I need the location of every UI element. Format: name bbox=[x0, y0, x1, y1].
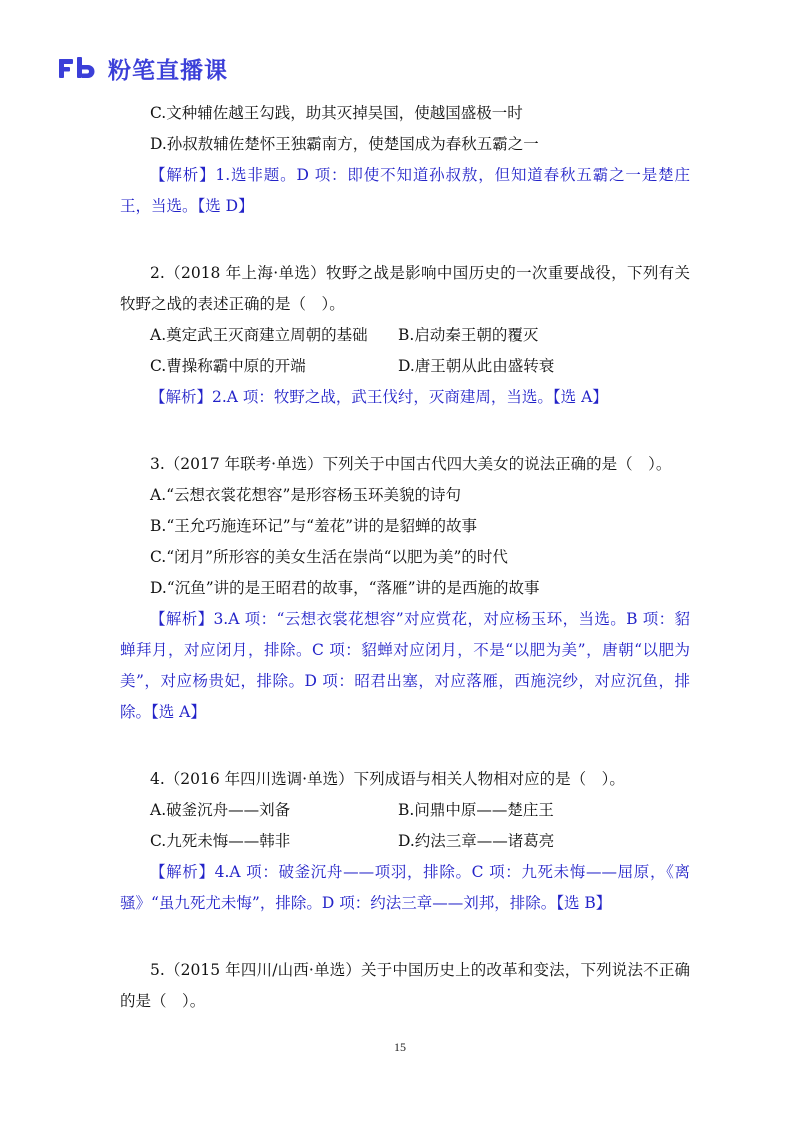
q2-option-c: C.曹操称霸中原的开端 bbox=[150, 357, 306, 375]
q4-option-a: A.破釜沉舟——刘备 bbox=[150, 801, 291, 819]
q4-option-b: B.问鼎中原——楚庄王 bbox=[398, 801, 554, 819]
q4-option-c: C.九死未悔——韩非 bbox=[150, 832, 291, 850]
q2-option-a: A.奠定武王灭商建立周朝的基础 bbox=[150, 326, 368, 344]
q1-option-c: C.文种辅佐越王勾践，助其灭掉吴国，使越国盛极一时 bbox=[150, 104, 523, 122]
q3-stem: 3.（2017 年联考·单选）下列关于中国古代四大美女的说法正确的是（ ）。 bbox=[150, 455, 672, 473]
document-body bbox=[120, 98, 690, 1017]
brand-name: 粉笔直播课 bbox=[108, 57, 228, 84]
q4-stem: 4.（2016 年四川选调·单选）下列成语与相关人物相对应的是（ ）。 bbox=[150, 770, 625, 788]
q4-options-row-1 bbox=[120, 795, 690, 826]
q3-option-b: B.“王允巧施连环记”与“羞花”讲的是貂蝉的故事 bbox=[150, 517, 478, 535]
q3-option-c: C.“闭月”所形容的美女生活在崇尚“以肥为美”的时代 bbox=[150, 548, 508, 566]
q2-option-d: D.唐王朝从此由盛转衰 bbox=[398, 357, 555, 375]
q2-options-row-1 bbox=[120, 320, 690, 351]
q5-stem: 5.（2015 年四川/山西·单选）关于中国历史上的改革和变法，下列说法不正确的是（ ）。 bbox=[120, 961, 690, 1010]
q3-analysis: 【解析】3.A 项：“云想衣裳花想容”对应赏花，对应杨玉环，当选。B 项：貂蝉拜月，对应闭月，排除。C 项：貂蝉对应闭月，不是“以肥为美”，唐朝“以肥为美”，对应杨贵妃，排除。D 项：昭君出塞，对应落雁，西施浣纱，对应沉鱼，排除。【选 A】 bbox=[120, 610, 690, 721]
q2-option-b: B.启动秦王朝的覆灭 bbox=[398, 326, 539, 344]
fb-logo-icon bbox=[58, 56, 98, 80]
q1-option-d: D.孙叔敖辅佐楚怀王独霸南方，使楚国成为春秋五霸之一 bbox=[150, 135, 539, 153]
q2-options-row-2 bbox=[120, 351, 690, 382]
q1-analysis: 【解析】1.选非题。D 项：即使不知道孙叔敖，但知道春秋五霸之一是楚庄王，当选。【选 D】 bbox=[120, 166, 690, 215]
page-header bbox=[58, 52, 228, 84]
q2-stem: 2.（2018 年上海·单选）牧野之战是影响中国历史的一次重要战役，下列有关牧野之战的表述正确的是（ ）。 bbox=[120, 264, 690, 313]
q3-option-a: A.“云想衣裳花想容”是形容杨玉环美貌的诗句 bbox=[150, 486, 461, 504]
page-number: 15 bbox=[394, 1040, 406, 1054]
q3-option-d: D.“沉鱼”讲的是王昭君的故事，“落雁”讲的是西施的故事 bbox=[150, 579, 540, 597]
q4-option-d: D.约法三章——诸葛亮 bbox=[398, 832, 555, 850]
q2-analysis: 【解析】2.A 项：牧野之战，武王伐纣，灭商建周，当选。【选 A】 bbox=[150, 388, 608, 406]
q4-options-row-2 bbox=[120, 826, 690, 857]
q4-analysis: 【解析】4.A 项：破釜沉舟——项羽，排除。C 项：九死未悔——屈原，《离骚》“虽九死尤未悔”，排除。D 项：约法三章——刘邦，排除。【选 B】 bbox=[120, 863, 690, 912]
